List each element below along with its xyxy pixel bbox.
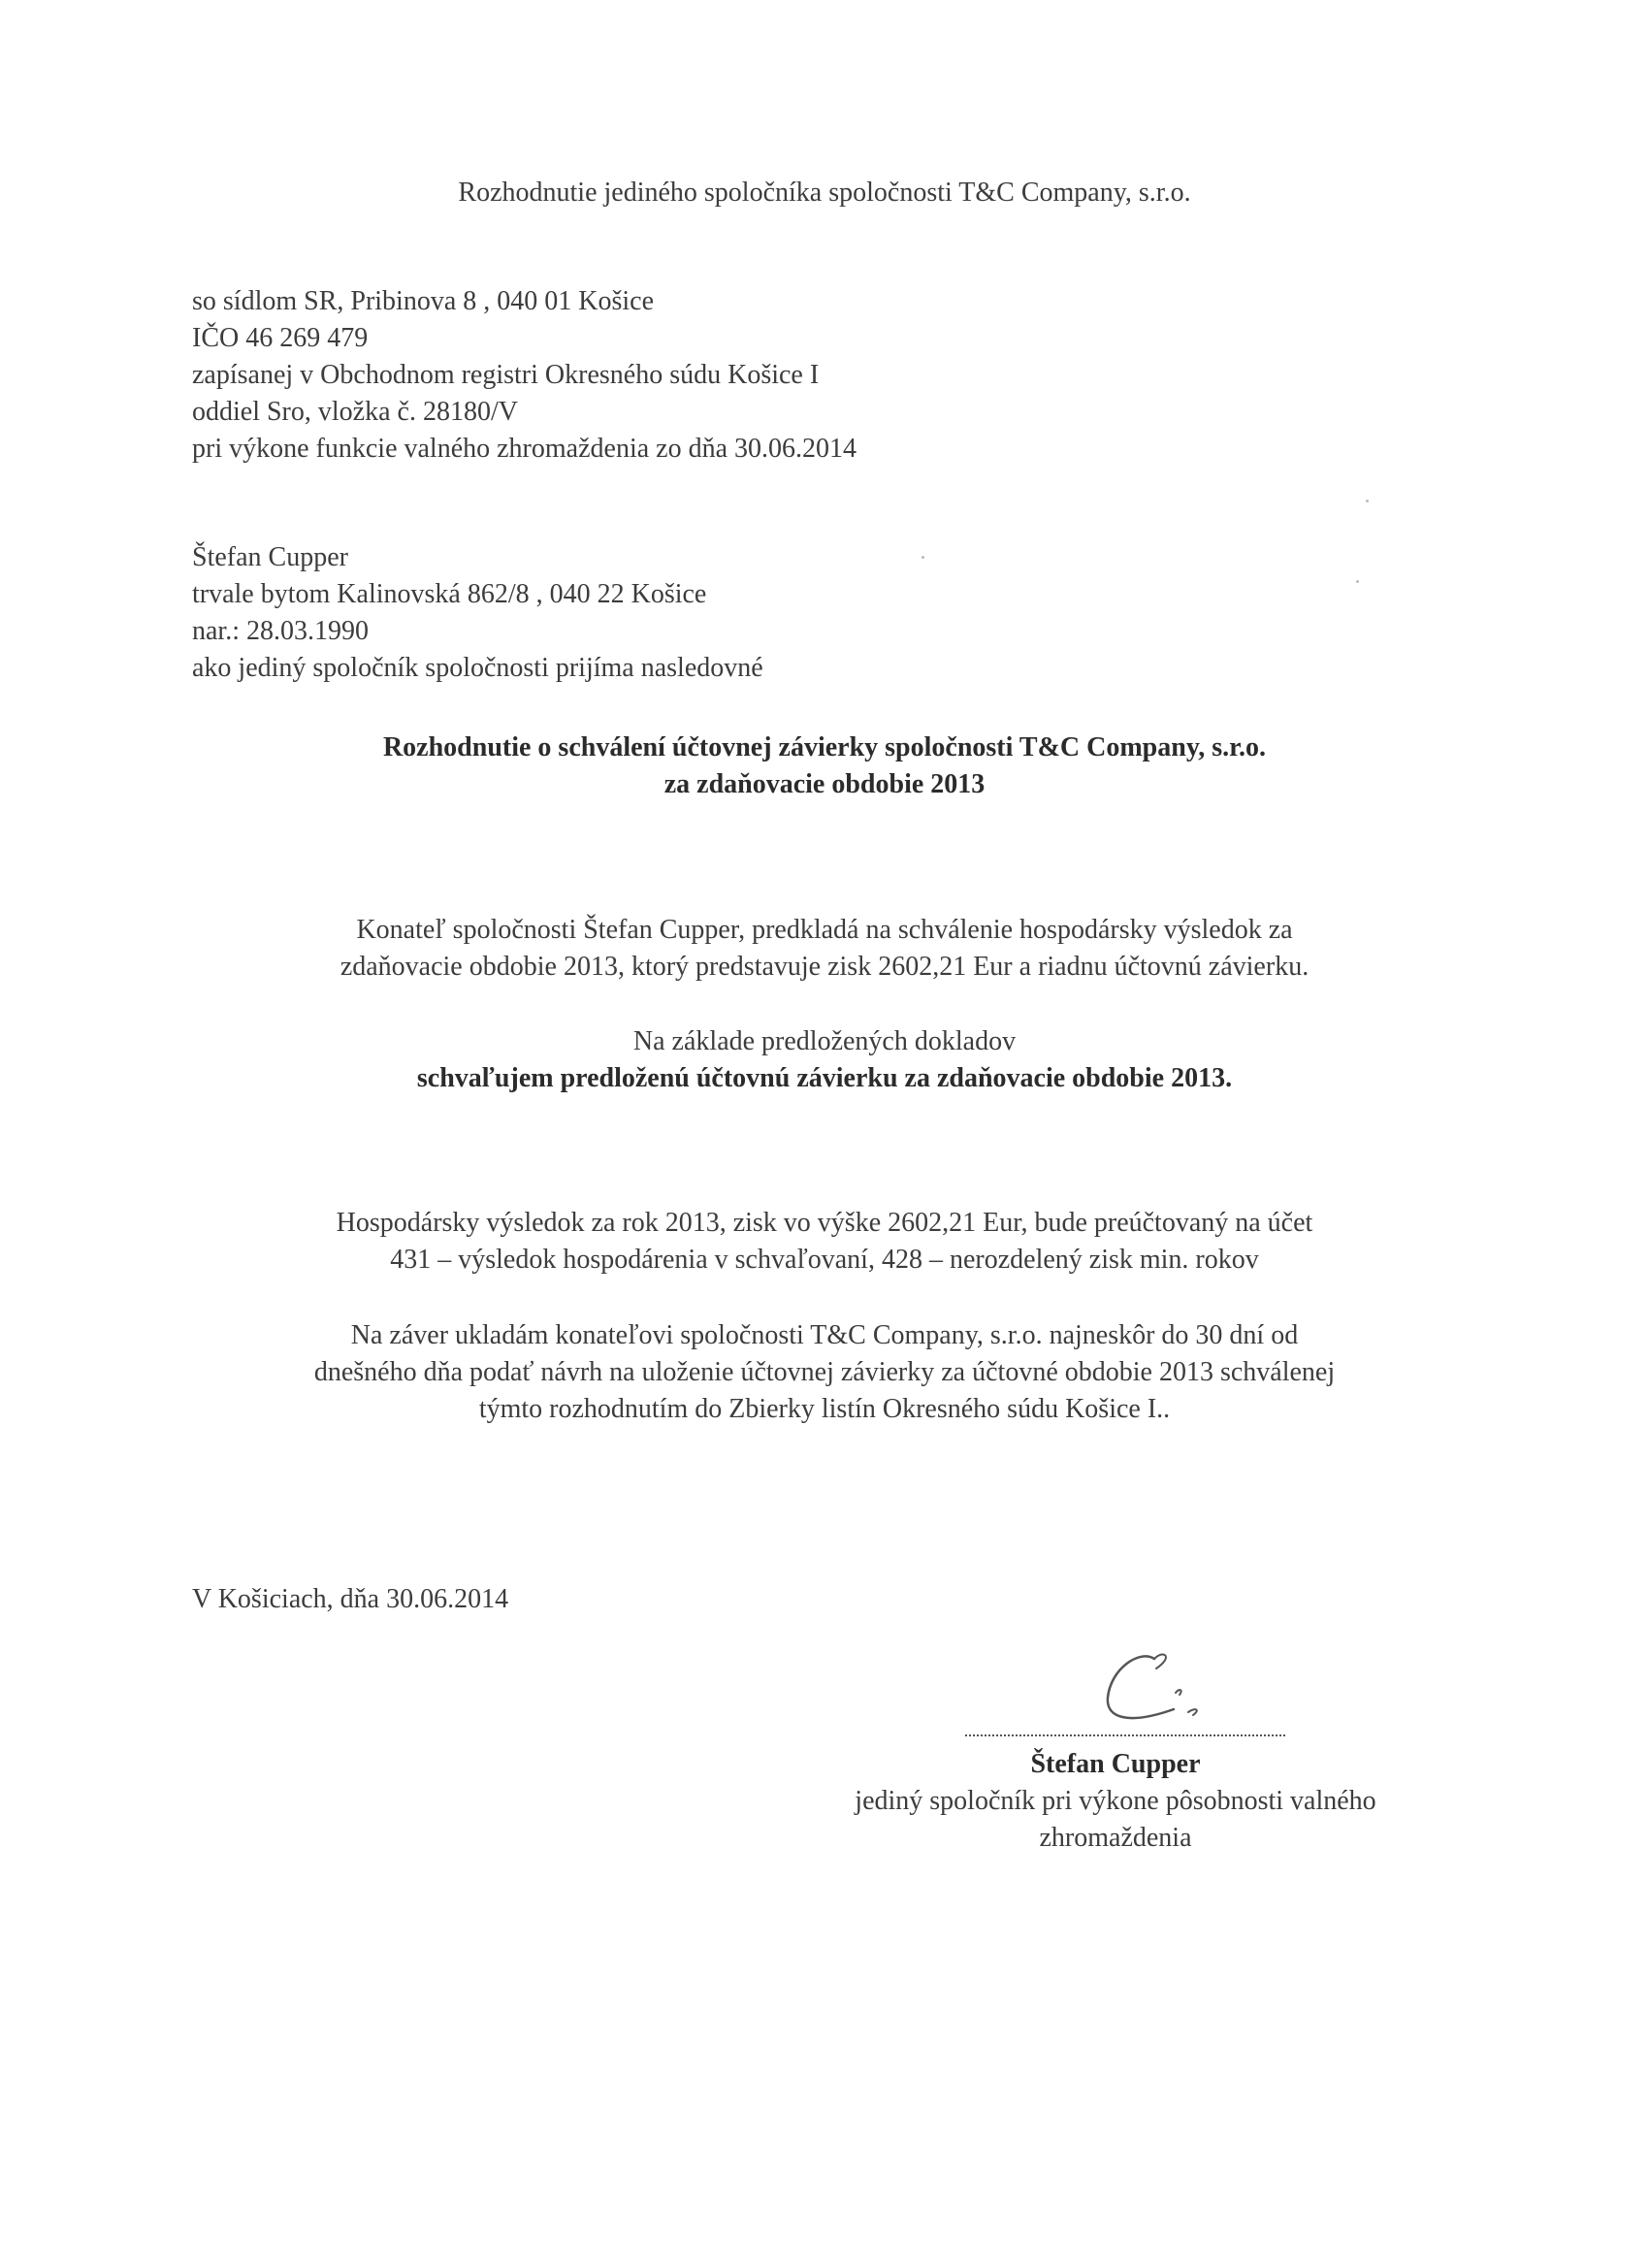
partner-residence: trvale bytom Kalinovská 862/8 , 040 22 Košice xyxy=(192,579,707,609)
signature-line xyxy=(965,1734,1285,1736)
partner-born: nar.: 28.03.1990 xyxy=(192,616,369,646)
document-title: Rozhodnutie jediného spoločníka spoločnosti T&C Company, s.r.o. xyxy=(458,178,1191,208)
handwritten-signature xyxy=(1086,1639,1251,1746)
partner-intro: ako jediný spoločník spoločnosti prijíma nasledovné xyxy=(192,653,763,683)
decision-title: Rozhodnutie o schválení účtovnej závierky spoločnosti T&C Company, s.r.o. xyxy=(382,732,1267,762)
company-registry: zapísanej v Obchodnom registri Okresného súdu Košice I xyxy=(192,360,820,390)
partner-name: Štefan Cupper xyxy=(192,542,348,572)
approval-line: schvaľujem predloženú účtovnú závierku za zdaňovacie obdobie 2013. xyxy=(416,1063,1233,1093)
paragraph-1-line-2: zdaňovacie obdobie 2013, ktorý predstavuje zisk 2602,21 Eur a riadnu účtovnú závierku. xyxy=(340,952,1310,982)
paragraph-3-line-2: dnešného dňa podať návrh na uloženie účtovnej závierky za účtovné obdobie 2013 schválenej xyxy=(313,1357,1336,1387)
place-and-date: V Košiciach, dňa 30.06.2014 xyxy=(192,1584,509,1614)
paragraph-3-line-3: týmto rozhodnutím do Zbierky listín Okresného súdu Košice I.. xyxy=(478,1394,1171,1424)
company-section: oddiel Sro, vložka č. 28180/V xyxy=(192,397,518,427)
scan-speck xyxy=(922,556,924,559)
paragraph-2-line-1: Hospodársky výsledok za rok 2013, zisk vo výške 2602,21 Eur, bude preúčtovaný na účet xyxy=(336,1208,1313,1238)
signatory-name: Štefan Cupper xyxy=(1030,1749,1201,1779)
paragraph-2-line-2: 431 – výsledok hospodárenia v schvaľovaní, 428 – nerozdelený zisk min. rokov xyxy=(390,1245,1259,1275)
basis-line: Na základe predložených dokladov xyxy=(632,1026,1017,1056)
company-seat: so sídlom SR, Pribinova 8 , 040 01 Košice xyxy=(192,286,655,316)
meeting-date: pri výkone funkcie valného zhromaždenia zo dňa 30.06.2014 xyxy=(192,434,857,464)
paragraph-1-line-1: Konateľ spoločnosti Štefan Cupper, predkladá na schválenie hospodársky výsledok za xyxy=(356,915,1293,945)
signatory-role-line-1: jediný spoločník pri výkone pôsobnosti valného xyxy=(855,1786,1376,1816)
signatory-role-line-2: zhromaždenia xyxy=(1039,1823,1192,1853)
signature-block xyxy=(757,1746,1474,1857)
scan-speck xyxy=(1356,580,1359,583)
company-ico: IČO 46 269 479 xyxy=(192,323,369,353)
scan-speck xyxy=(1366,500,1369,502)
decision-period: za zdaňovacie obdobie 2013 xyxy=(663,769,986,799)
paragraph-3-line-1: Na záver ukladám konateľovi spoločnosti T&C Company, s.r.o. najneskôr do 30 dní od xyxy=(350,1320,1299,1350)
